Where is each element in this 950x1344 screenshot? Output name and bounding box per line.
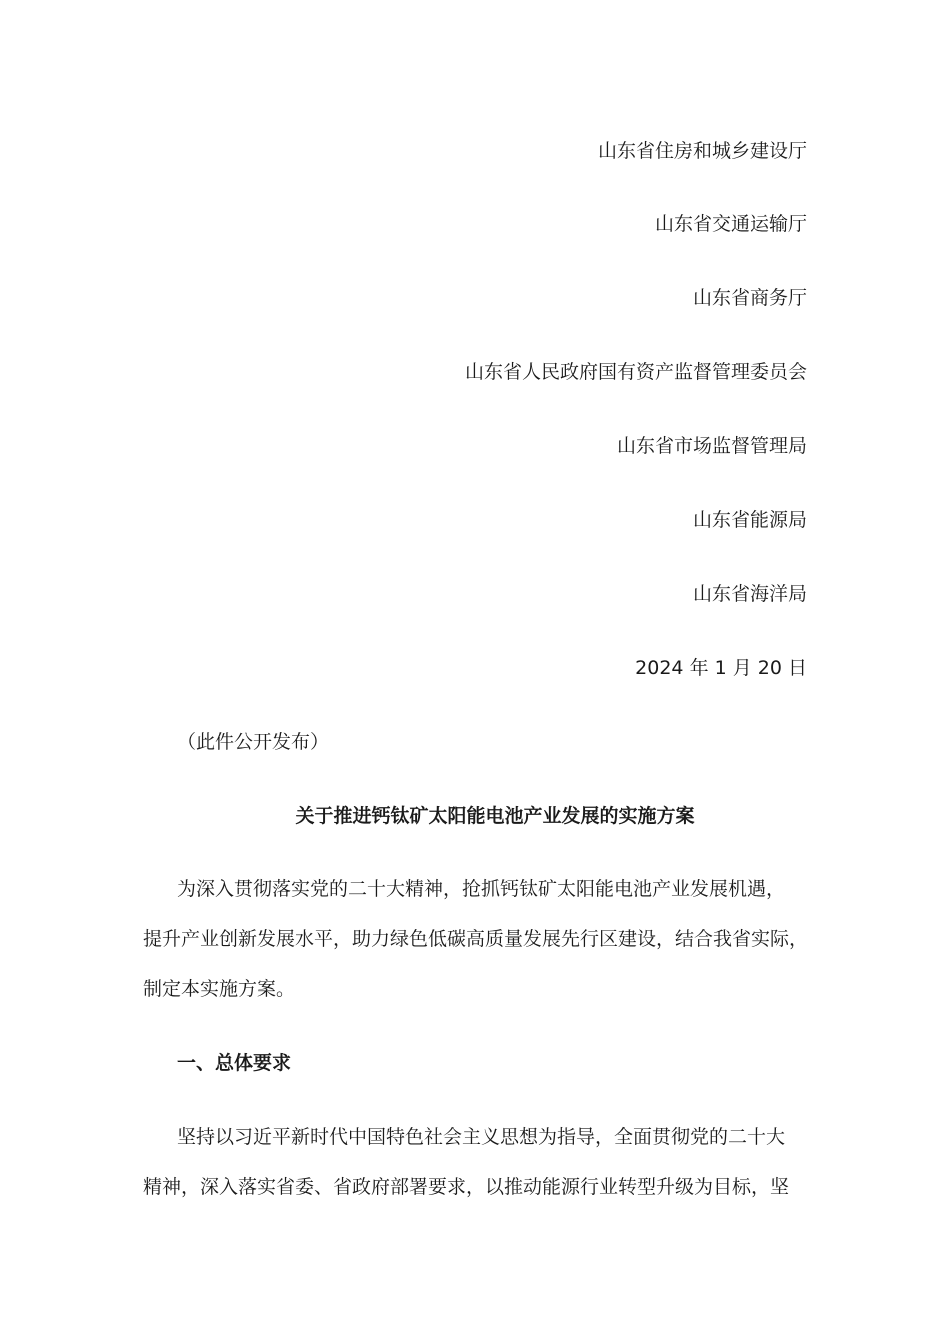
body-line: 坚持以习近平新时代中国特色社会主义思想为指导，全面贯彻党的二十大	[177, 1126, 786, 1148]
signatory-commerce: 山东省商务厅	[692, 287, 807, 309]
intro-line: 提升产业创新发展水平，助力绿色低碳高质量发展先行区建设，结合我省实际，	[143, 928, 809, 950]
signatory-transport: 山东省交通运输厅	[654, 213, 807, 235]
document-title: 关于推进钙钛矿太阳能电池产业发展的实施方案	[295, 805, 695, 827]
signatory-sasac: 山东省人民政府国有资产监督管理委员会	[464, 361, 807, 383]
section-heading: 一、总体要求	[177, 1052, 292, 1074]
intro-line: 制定本实施方案。	[143, 978, 296, 1000]
intro-line: 为深入贯彻落实党的二十大精神，抢抓钙钛矿太阳能电池产业发展机遇，	[177, 878, 786, 900]
document-date: 2024 年 1 月 20 日	[635, 657, 807, 679]
signatory-housing-construction: 山东省住房和城乡建设厅	[597, 140, 807, 162]
publication-note: （此件公开发布）	[177, 731, 330, 753]
signatory-market-regulation: 山东省市场监督管理局	[616, 435, 807, 457]
body-line: 精神，深入落实省委、省政府部署要求，以推动能源行业转型升级为目标，坚	[143, 1176, 790, 1198]
signatory-ocean: 山东省海洋局	[692, 583, 807, 605]
signatory-energy: 山东省能源局	[692, 509, 807, 531]
